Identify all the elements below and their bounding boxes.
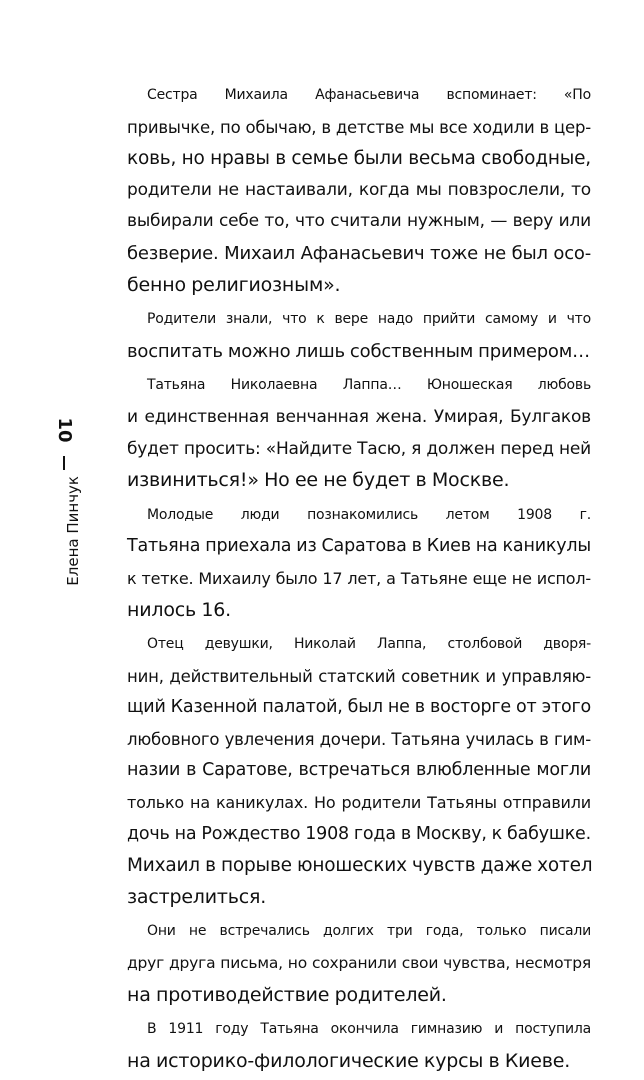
text-line: друг друга письма, но сохранили свои чувства, несмотря — [127, 954, 591, 973]
text-line: на противодействие родителей. — [127, 983, 447, 1006]
text-line: Они не встречались долгих три года, только писали — [147, 923, 591, 940]
text-line: Сестра Михаила Афанасьевича вспоминает: «По — [147, 87, 591, 103]
text-line: Отец девушки, Николай Лаппа, столбовой дворя- — [147, 636, 591, 653]
text-line: нин, действительный статский советник и управляю- — [127, 666, 591, 686]
text-line: Татьяна Николаевна Лаппа… Юношеская любовь — [147, 377, 591, 394]
text-line: любовного увлечения дочери. Татьяна училась в гим- — [127, 729, 591, 749]
text-line: Родители знали, что к вере надо прийти самому и что — [147, 311, 591, 328]
text-line: к тетке. Михаилу было 17 лет, а Татьяне еще не испол- — [127, 568, 591, 588]
text-line: назии в Саратове, встречаться влюбленные могли — [127, 760, 591, 781]
text-line: на историко-филологические курсы в Киеве. — [127, 1049, 571, 1072]
text-line: воспитать можно лишь собственным примером… — [127, 340, 590, 362]
text-line: В 1911 году Татьяна окончила гимназию и поступила — [147, 1021, 591, 1038]
text-line: только на каникулах. Но родители Татьяны отправили — [127, 793, 591, 813]
text-line: щий Казенной палатой, был не в восторге от этого — [127, 697, 591, 718]
page-number: 10 — [54, 417, 75, 443]
paragraph — [127, 370, 591, 496]
paragraph — [127, 916, 591, 1011]
text-line: родители не настаивали, когда мы повзрослели, то — [127, 179, 591, 200]
text-line: привычке, по обычаю, в детстве мы все ходили в цер- — [127, 117, 591, 137]
margin-divider — [63, 456, 65, 470]
page-margin — [44, 418, 84, 678]
text-line: и единственная венчанная жена. Умирая, Булгаков — [127, 406, 591, 427]
text-line: дочь на Рождество 1908 года в Москву, к бабушке. — [127, 823, 591, 844]
running-head-author: Елена Пинчук — [64, 476, 82, 586]
paragraph — [127, 629, 591, 913]
text-line: бенно религиозным». — [127, 273, 341, 296]
paragraph — [127, 304, 591, 367]
text-line: будет просить: «Найдите Тасю, я должен перед ней — [127, 438, 591, 459]
text-line: Молодые люди познакомились летом 1908 г. — [147, 506, 591, 523]
text-line: застрелиться. — [127, 885, 267, 908]
text-line: Татьяна приехала из Саратова в Киев на каникулы — [127, 536, 591, 557]
paragraph — [127, 1014, 591, 1077]
text-line: безверие. Михаил Афанасьевич тоже не был осо- — [127, 242, 591, 264]
text-line: нилось 16. — [127, 598, 231, 621]
paragraph — [127, 500, 591, 626]
text-line: извиниться!» Но ее не будет в Москве. — [127, 469, 510, 492]
body-text — [127, 80, 591, 1080]
text-line: ковь, но нравы в семье были весьма свободные, — [127, 148, 591, 170]
text-line: Михаил в порыве юношеских чувств даже хотел — [127, 855, 593, 877]
paragraph — [127, 80, 591, 301]
text-line: выбирали себе то, что считали нужным, — веру или — [127, 211, 591, 232]
